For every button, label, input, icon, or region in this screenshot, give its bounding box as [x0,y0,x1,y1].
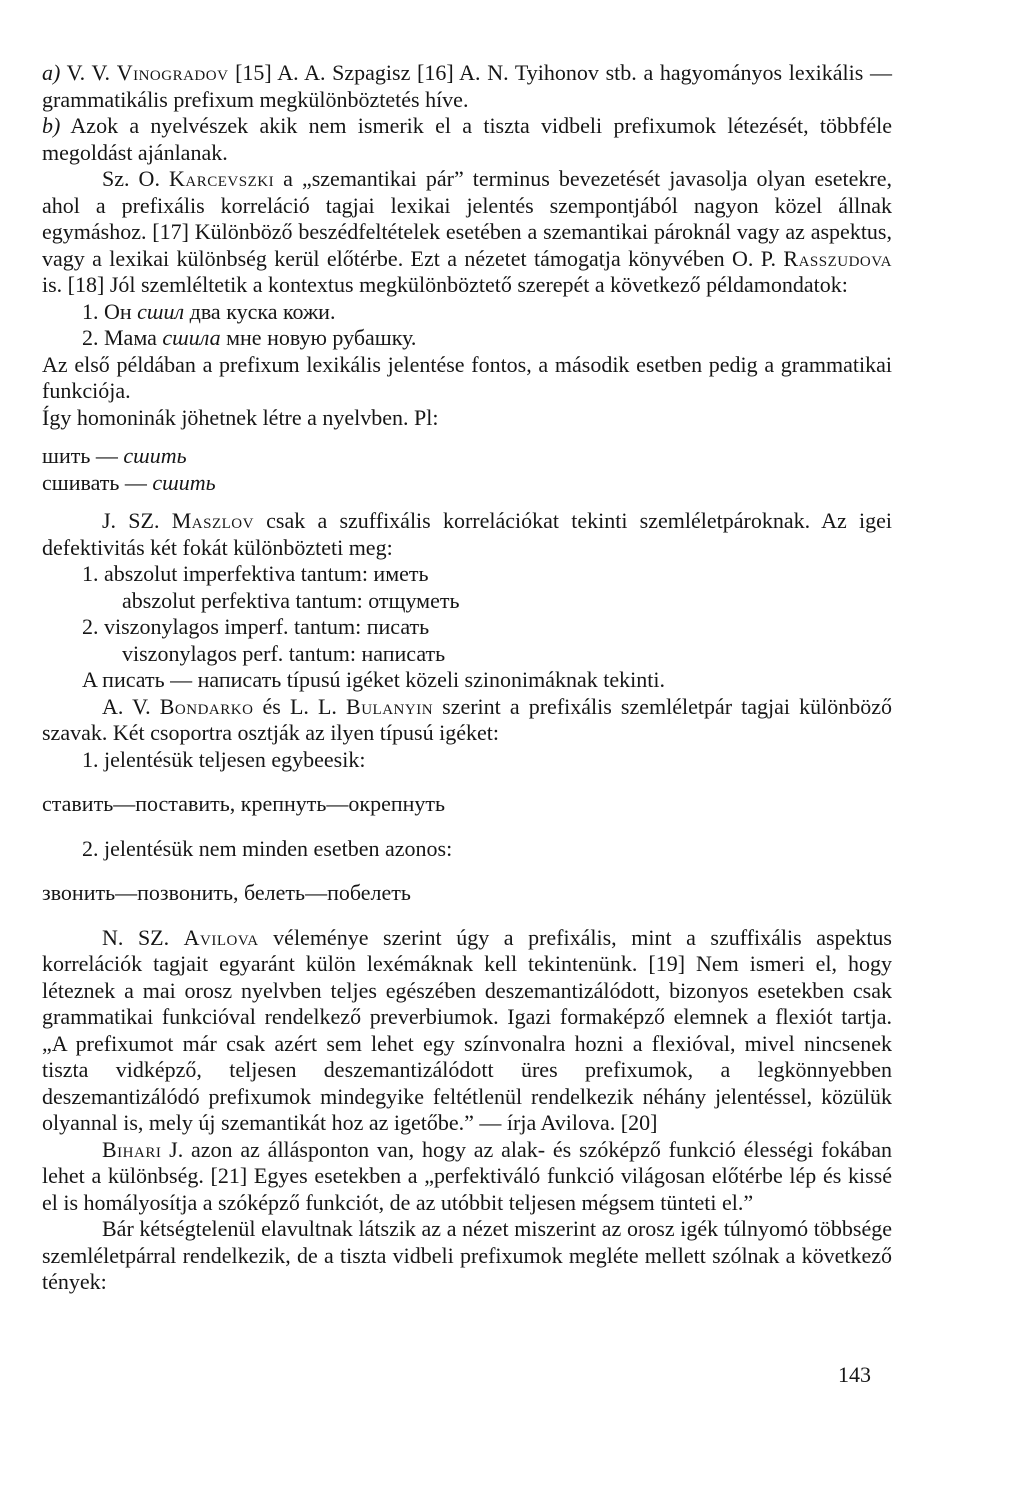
text-run: csak a szuffixális korrelációkat tekinti szemléletpároknak. Az igei defektivitás két fokát különbözteti meg: [42,508,892,560]
paragraph-m1a [42,561,892,588]
text-run: ставить—поставить, крепнуть—окрепнуть [42,791,446,816]
text-run: Bulanyin [346,693,434,719]
paragraph-pisat [42,667,892,694]
text-run: Maszlov [171,508,254,533]
text-run: Avilova [183,924,259,950]
paragraph-ex1 [42,299,892,326]
text-run: a) [42,60,61,85]
text-run: abszolut perfektiva tantum: отщуметь [122,587,460,613]
text-run: Rasszudova [783,245,892,271]
paragraph-bar [42,1216,892,1296]
paragraph-igy [42,405,892,432]
text-run: Bihari [102,1136,162,1162]
text-run: звонить—позвонить, белеть—побелеть [42,880,411,905]
text-run: сшил [137,298,185,324]
text-run: 2. viszonylagos imperf. tantum: писать [82,614,430,639]
paragraph-b2 [42,836,892,863]
text-run: Sz. O. [102,166,170,191]
paragraph-hom2 [42,470,892,497]
text-run: [15] A. A. Szpagisz [16] A. N. Tyihonov stb. a hagyományos lexikális — grammatikális prefixum megkülönböztetés híve. [42,60,892,112]
paragraph-elso [42,352,892,405]
text-run: a „szemantikai pár” terminus bevezetését javasolja olyan esetekre, ahol a prefixális korreláció tagjai lexikai jelentés szempontjából nagyon közel állnak egymáshoz. [17] Különböző beszédfeltételek esetében a szemantikai pároknál vagy az aspektus, vagy a lexikai különbség kerül előtérbe. Ezt a nézetet támogatja könyvében O. P. [42,166,892,271]
text-run: N. SZ. [102,924,184,950]
text-run: Azok a nyelvészek akik nem ismerik el a tiszta vidbeli prefixumok létezését, többféle megoldást ajánlanak. [42,113,892,165]
paragraph-b1ex [42,791,892,818]
text-run: és L. L. [253,693,347,719]
text-run: szerint a prefixális szemléletpár tagjai különböző szavak. Két csoportra osztják az ilyen típusú igéket: [42,693,893,745]
text-run: мне новую рубашку. [220,325,417,350]
page-number: 143 [838,1362,871,1387]
text-run: Bár kétségtelenül elavultnak látszik az a nézet miszerint az orosz igék túlnyomó többsége szemléletpárral rendelkezik, de a tiszta vidbeli prefixumok megléte mellett szólnak a következő tények: [42,1216,892,1294]
text-run: J. SZ. [102,508,172,533]
paragraph-m2b [42,641,892,668]
text-run: véleménye szerint úgy a prefixális, mint a szuffixális aspektus korrelációk tagjait egyaránt külön lexémáknak kell tekintenünk. [19] Nem ismeri el, hogy léteznek a mai orosz nyelvben teljes egészében deszemantizálódott, bizonyos esetekben csak grammatikai funkcióval rendelkező preverbiumok. Igazi formaképző elemnek a flexiót tartja. „A prefixumot már csak azért sem lehet egy színvonalra hozni a flexióval, mivel nincsenek tiszta vidképző, teljesen deszemantizálódott üres prefixumok, a legkönnyebben deszemantizálódó prefixumok mindegyike feltétlenül rendelkezik néhány jelentéssel, közülük olyannal is, mely új szemantikát hoz az igetőbe.” — írja Avilova. [20] [42,924,892,1135]
text-run: 2. Мама [82,325,163,350]
text-run: шить — [42,443,124,468]
text-run: is. [18] Jól szemléltetik a kontextus megkülönböztető szerepét a következő példamondatok: [42,272,848,297]
text-run: сшивать — [42,469,153,495]
paragraph-b2ex [42,880,892,907]
text-run: A писать — написать típusú igéket közeli szinonimáknak tekinti. [82,667,665,692]
paragraph-hom1 [42,443,892,470]
text-run: два куска кожи. [184,298,336,324]
paragraph-maszlov [42,508,892,561]
text-run: Az első példában a prefixum lexikális jelentése fontos, a második esetben pedig a grammatikai funkciója. [42,351,892,403]
paragraph-m1b [42,588,892,615]
text-run: Bondarko [159,693,254,719]
text-run: A. V. [102,693,160,719]
text-run: b) [42,113,61,138]
text-run: viszonylagos perf. tantum: написать [122,640,446,666]
paragraph-m2a [42,614,892,641]
paragraph-a [42,60,892,113]
text-run: Karcevszki [169,166,275,191]
paragraph-karcevszki [42,166,892,299]
text-run: сшить [152,469,216,495]
text-run: Így homoninák jöhetnek létre a nyelvben. Pl: [42,404,439,430]
text-run: J. azon az állásponton van, hogy az alak- és szóképző funkció élességi fokában lehet a különbség. [21] Egyes esetekben a „perfektiváló funkció világosan előtérbe lép és kissé el is homályosítja a szóképző funkciót, de az utóbbit teljesen mégsem tünteti el.” [42,1136,892,1215]
page-body [42,60,892,1296]
paragraph-bihari [42,1137,892,1217]
paragraph-b1 [42,747,892,774]
text-run: V. V. [60,60,117,85]
text-run: сшила [162,325,221,350]
text-run: 1. Он [82,298,138,324]
paragraph-bondarko [42,694,892,747]
paragraph-ex2 [42,325,892,352]
text-run: сшить [123,443,187,468]
paragraph-avilova [42,925,892,1137]
text-run: 2. jelentésük nem minden esetben azonos: [82,835,453,861]
text-run: 1. jelentésük teljesen egybeesik: [82,746,366,772]
text-run: Vinogradov [116,60,229,85]
paragraph-b [42,113,892,166]
text-run: 1. abszolut imperfektiva tantum: иметь [82,561,429,586]
